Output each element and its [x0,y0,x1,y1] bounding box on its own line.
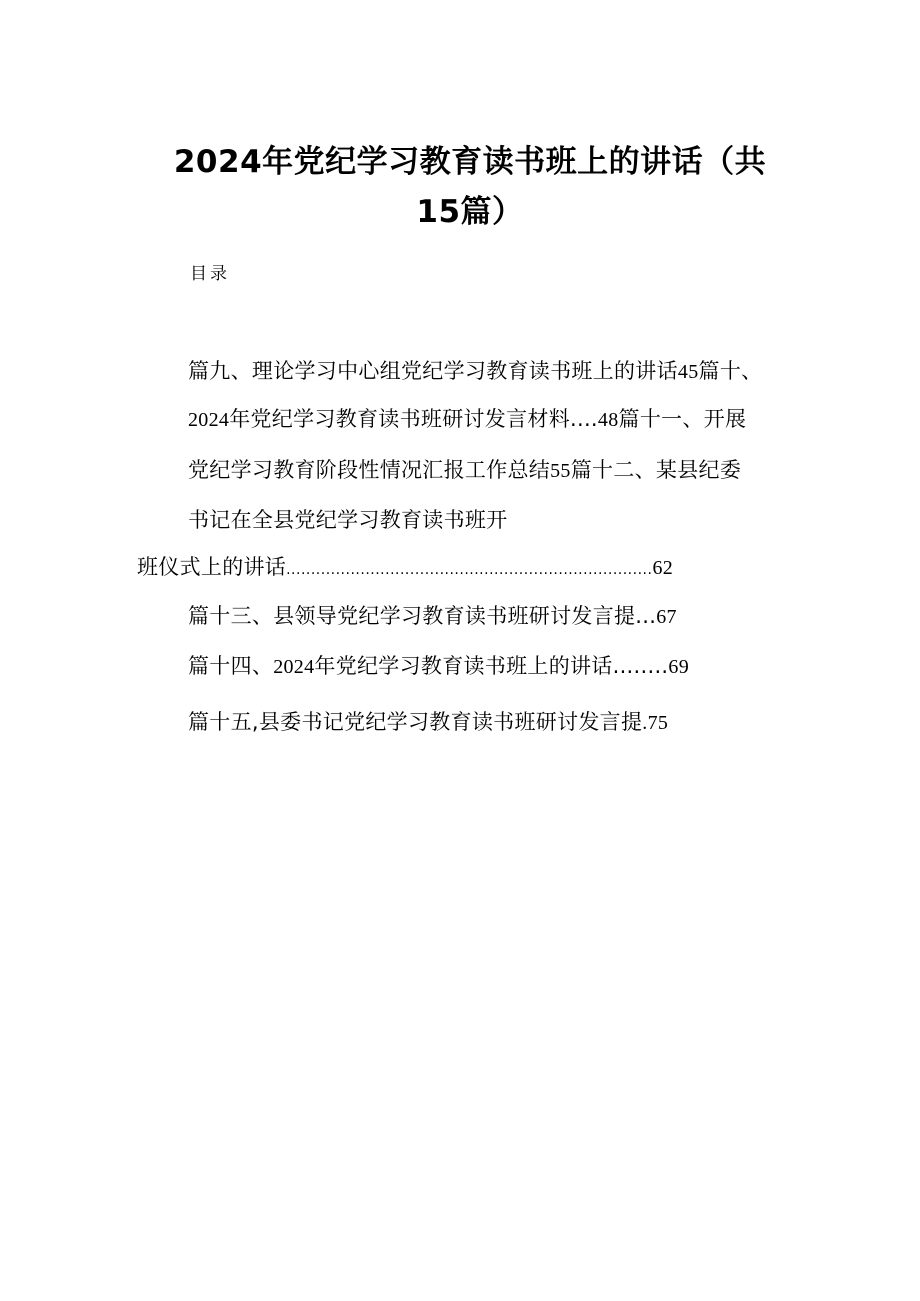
toc-entry-text: 书记在全县党纪学习教育读书班开 [188,508,508,532]
toc-line-6 [188,600,677,630]
toc-line-7 [188,650,689,680]
toc-page-number: 48 [597,409,619,431]
toc-page-number: .75 [642,712,669,734]
toc-page-number: 62 [652,557,674,579]
toc-line-4 [188,504,508,534]
toc-entry-text: 篇十一、开展 [618,407,747,431]
toc-line-5 [137,551,673,581]
toc-entry-text: 党纪学习教育阶段性情况汇报工作总结 [188,458,551,482]
toc-entry-text: 年党纪学习教育读书班上的讲话........ [314,654,669,678]
toc-entry-year: 2024 [273,656,315,678]
toc-line-3 [188,454,741,484]
toc-entry-text: 篇十四、 [188,654,274,678]
toc-heading: 目录 [190,264,230,284]
toc-entry-text: 篇十五,县委书记党纪学习教育读书班研讨发言提 [188,710,643,734]
toc-leader-dots: .......................................................................... [286,562,653,578]
toc-entry-text: 年党纪学习教育读书班研讨发言材料.... [229,407,598,431]
toc-entry-text: 篇九、理论学习中心组党纪学习教育读书班上的讲话 [188,359,678,383]
toc-page-number: 55 [550,460,571,482]
toc-entry-text: 篇十、 [698,359,763,383]
toc-line-2 [188,403,746,433]
toc-entry-text: 篇十三、县领导党纪学习教育读书班研讨发言提... [188,604,657,628]
document-title-line-2: 15篇） [416,194,524,230]
toc-line-8 [188,706,668,736]
toc-entry-text: 班仪式上的讲话 [137,555,287,579]
document-title-line-1: 2024年党纪学习教育读书班上的讲话（共 [173,144,767,180]
toc-page-number: 69 [668,656,690,678]
toc-line-1 [188,355,762,385]
toc-page-number: 67 [656,606,677,628]
toc-entry-year: 2024 [188,409,230,431]
toc-page-number: 45 [677,361,699,383]
toc-entry-text: 篇十二、某县纪委 [570,458,742,482]
